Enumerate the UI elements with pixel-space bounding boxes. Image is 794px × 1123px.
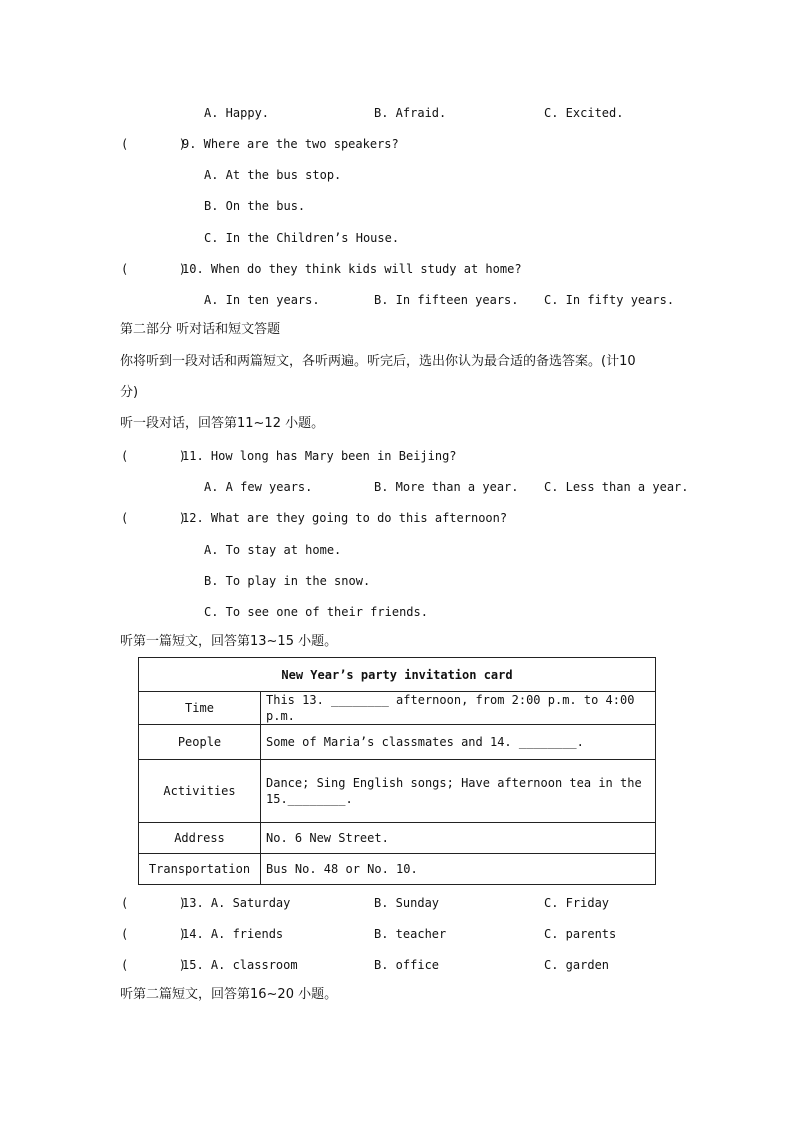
q11-question: 11. How long has Mary been in Beijing? bbox=[182, 449, 457, 463]
q14-option-a: 14. A. friends bbox=[182, 927, 284, 941]
card-label-time: Time bbox=[139, 692, 261, 725]
q15-option-b: B. office bbox=[374, 958, 440, 972]
q12-question: 12. What are they going to do this afternoon? bbox=[182, 511, 508, 525]
q10-answer-paren: ( ) bbox=[121, 262, 187, 276]
q14-option-c: C. parents bbox=[544, 927, 617, 941]
q11-option-a: A. A few years. bbox=[204, 480, 313, 494]
q13-option-c: C. Friday bbox=[544, 896, 610, 910]
q11-option-b: B. More than a year. bbox=[374, 480, 519, 494]
card-activities-line1: Dance; Sing English songs; Have afternoon tea in the bbox=[266, 776, 642, 790]
part2-instruction-line1: 你将听到一段对话和两篇短文，各听两遍。听完后，选出你认为最合适的备选答案。(计10 bbox=[120, 354, 636, 369]
card-label-activities: Activities bbox=[139, 760, 261, 823]
invitation-card-table bbox=[138, 657, 656, 885]
part2-instruction-line2: 分) bbox=[120, 385, 139, 400]
card-label-transportation: Transportation bbox=[139, 854, 261, 885]
q11-answer-paren: ( ) bbox=[121, 449, 187, 463]
passage1-intro: 听第一篇短文，回答第13~15 小题。 bbox=[120, 634, 338, 649]
part2-heading: 第二部分 听对话和短文答题 bbox=[120, 322, 281, 337]
passage2-intro: 听第二篇短文，回答第16~20 小题。 bbox=[120, 987, 338, 1002]
q9-option-c: C. In the Children’s House. bbox=[204, 231, 400, 245]
q9-answer-paren: ( ) bbox=[121, 137, 187, 151]
q8-option-b: B. Afraid. bbox=[374, 106, 447, 120]
dialogue-intro: 听一段对话，回答第11~12 小题。 bbox=[120, 416, 325, 431]
q10-question: 10. When do they think kids will study at home? bbox=[182, 262, 522, 276]
card-label-people: People bbox=[139, 725, 261, 760]
q12-option-c: C. To see one of their friends. bbox=[204, 605, 428, 619]
q8-option-c: C. Excited. bbox=[544, 106, 624, 120]
q12-option-a: A. To stay at home. bbox=[204, 543, 342, 557]
q13-option-b: B. Sunday bbox=[374, 896, 440, 910]
card-activities-line2: 15.________. bbox=[266, 792, 353, 806]
q10-option-c: C. In fifty years. bbox=[544, 293, 675, 307]
card-title: New Year’s party invitation card bbox=[139, 658, 656, 692]
q12-option-b: B. To play in the snow. bbox=[204, 574, 371, 588]
q15-option-c: C. garden bbox=[544, 958, 610, 972]
q15-answer-paren: ( ) bbox=[121, 958, 187, 972]
card-label-address: Address bbox=[139, 823, 261, 854]
q14-answer-paren: ( ) bbox=[121, 927, 187, 941]
q9-option-b: B. On the bus. bbox=[204, 199, 306, 213]
q15-option-a: 15. A. classroom bbox=[182, 958, 298, 972]
q9-question: 9. Where are the two speakers? bbox=[182, 137, 399, 151]
card-value-activities bbox=[261, 760, 656, 823]
card-value-people: Some of Maria’s classmates and 14. ________. bbox=[261, 725, 656, 760]
q9-option-a: A. At the bus stop. bbox=[204, 168, 342, 182]
q10-option-b: B. In fifteen years. bbox=[374, 293, 519, 307]
card-value-address: No. 6 New Street. bbox=[261, 823, 656, 854]
q13-option-a: 13. A. Saturday bbox=[182, 896, 291, 910]
card-value-time: This 13. ________ afternoon, from 2:00 p.m. to 4:00 p.m. bbox=[261, 692, 656, 725]
q8-option-a: A. Happy. bbox=[204, 106, 270, 120]
q10-option-a: A. In ten years. bbox=[204, 293, 320, 307]
q13-answer-paren: ( ) bbox=[121, 896, 187, 910]
q11-option-c: C. Less than a year. bbox=[544, 480, 689, 494]
card-value-transportation: Bus No. 48 or No. 10. bbox=[261, 854, 656, 885]
q14-option-b: B. teacher bbox=[374, 927, 447, 941]
q12-answer-paren: ( ) bbox=[121, 511, 187, 525]
